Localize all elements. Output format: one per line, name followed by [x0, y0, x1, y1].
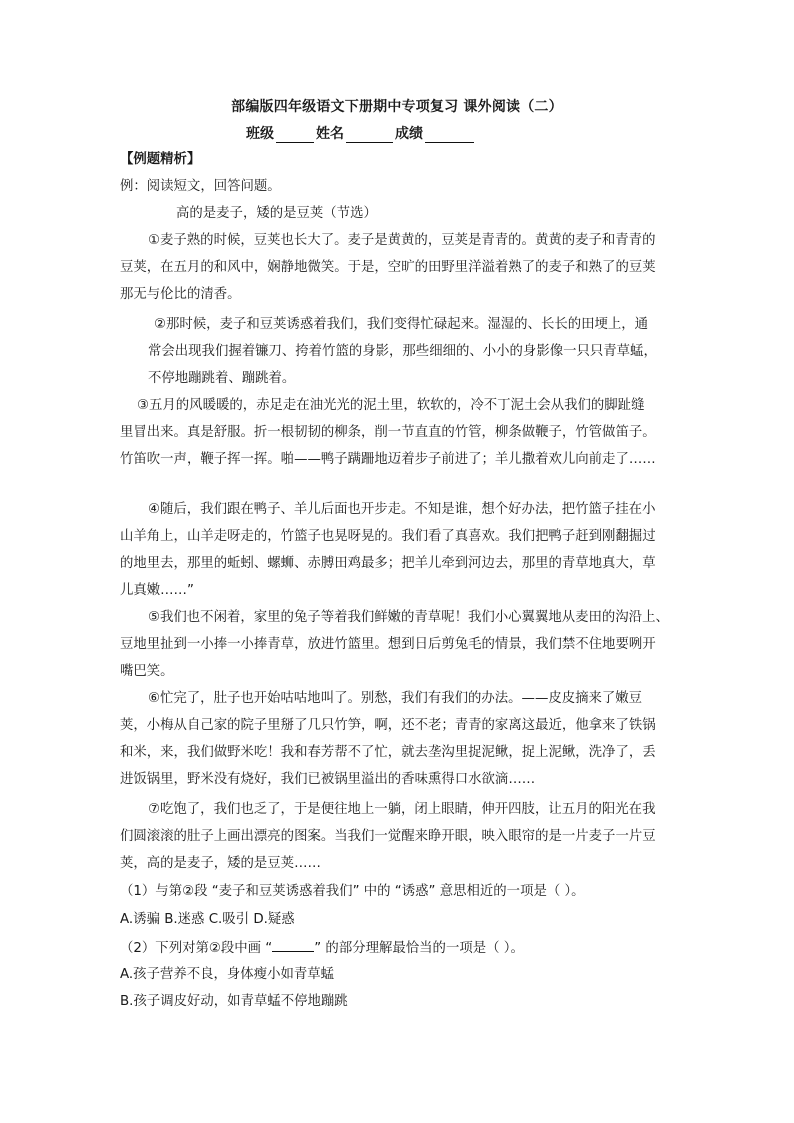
- question-2-option-b: B.孩子调皮好动，如青草蜢不停地蹦跳: [120, 994, 348, 1009]
- score-blank[interactable]: [425, 126, 474, 143]
- passage-line: 那无与伦比的清香。: [120, 287, 241, 302]
- name-blank[interactable]: [346, 126, 393, 143]
- passage-line: 们圆滚滚的肚子上画出漂亮的图案。当我们一觉醒来睁开眼，映入眼帘的是一片麦子一片豆: [120, 829, 656, 844]
- passage-line: 不停地蹦跳着、蹦跳着。: [148, 371, 296, 386]
- passage-line: 和米，来，我们做野米吃！我和春芳帮不了忙，就去垄沟里捉泥鳅，捉上泥鳅，洗净了，丢: [120, 745, 656, 760]
- question-1-stem: （1）与第②段 “麦子和豆荚诱惑着我们” 中的 “诱惑” 意思相近的一项是（ ）。: [120, 884, 585, 899]
- question-2-option-a: A.孩子营养不良，身体瘦小如青草蜢: [120, 967, 335, 982]
- passage-line: 儿真嫩……”: [120, 583, 194, 598]
- question-2-stem: [120, 939, 524, 958]
- passage-line: 山羊角上，山羊走呀走的，竹篮子也晃呀晃的。我们看了真喜欢。我们把鸭子赶到刚翻掘过: [120, 529, 656, 544]
- passage-line: 嘴巴笑。: [120, 664, 174, 679]
- score-label: 成绩: [395, 126, 423, 142]
- passage-line: ⑤我们也不闲着，家里的兔子等着我们鲜嫩的青草呢！我们小心翼翼地从麦田的沟沿上、: [148, 610, 669, 625]
- passage-line: 竹笛吹一声，鞭子挥一挥。啪——鸭子蹒跚地迈着步子前进了；羊儿撒着欢儿向前走了……: [120, 452, 656, 467]
- passage-line: ⑦吃饱了，我们也乏了，于是便往地上一躺，闭上眼睛，伸开四肢，让五月的阳光在我: [148, 802, 656, 817]
- passage-line: 里冒出来。真是舒服。折一根韧韧的柳条，削一节直直的竹管，柳条做鞭子，竹管做笛子。: [120, 425, 656, 440]
- passage-line: ⑥忙完了，肚子也开始咕咕地叫了。别愁，我们有我们的办法。——皮皮摘来了嫩豆: [148, 691, 643, 706]
- passage-line: 常会出现我们握着镰刀、挎着竹篮的身影，那些细细的、小小的身影像一只只青草蜢，: [148, 344, 657, 359]
- section-heading: 【例题精析】: [120, 152, 201, 167]
- passage-line: ①麦子熟的时候，豆荚也长大了。麦子是黄黄的，豆荚是青青的。黄黄的麦子和青青的: [148, 233, 656, 248]
- underline-marker: [272, 939, 314, 952]
- question-2-stem-pre: （2）下列对第②段中画 “: [120, 941, 273, 956]
- passage-line: 进饭锅里，野米没有烧好，我们已被锅里溢出的香味熏得口水欲滴……: [120, 772, 536, 787]
- class-label: 班级: [246, 126, 274, 142]
- name-label: 姓名: [316, 126, 344, 142]
- question-1-options: A.诱骗 B.迷惑 C.吸引 D.疑惑: [120, 912, 295, 927]
- instruction-text: 例：阅读短文，回答问题。: [120, 179, 281, 194]
- student-info-line: [246, 123, 474, 143]
- class-blank[interactable]: [276, 126, 314, 143]
- passage-title: 高的是麦子，矮的是豆荚（节选）: [176, 206, 377, 221]
- question-2-stem-post: ” 的部分理解最恰当的一项是（ ）。: [314, 941, 524, 956]
- passage-line: 荚，高的是麦子，矮的是豆荚……: [120, 856, 321, 871]
- passage-line: ④随后，我们跟在鸭子、羊儿后面也开步走。不知是谁，想个好办法，把竹篮子挂在小: [148, 502, 656, 517]
- passage-line: ③五月的风暖暖的，赤足走在油光光的泥土里，软软的，冷不丁泥土会从我们的脚趾缝: [137, 398, 645, 413]
- passage-line: 豆地里扯到一小捧一小捧青草，放进竹篮里。想到日后剪兔毛的情景，我们禁不住地要咧开: [120, 637, 656, 652]
- document-title: 部编版四年级语文下册期中专项复习 课外阅读（二）: [231, 99, 563, 115]
- passage-line: ②那时候，麦子和豆荚诱惑着我们，我们变得忙碌起来。湿湿的、长长的田埂上，通: [154, 317, 649, 332]
- passage-line: 的地里去，那里的蚯蚓、螺蛳、赤膊田鸡最多；把羊儿牵到河边去，那里的青草地真大，草: [120, 556, 656, 571]
- passage-line: 荚，小梅从自己家的院子里掰了几只竹笋，啊，还不老；青青的家离这最近，他拿来了铁锅: [120, 718, 656, 733]
- passage-line: 豆荚，在五月的和风中，娴静地微笑。于是，空旷的田野里洋溢着熟了的麦子和熟了的豆荚: [120, 260, 656, 275]
